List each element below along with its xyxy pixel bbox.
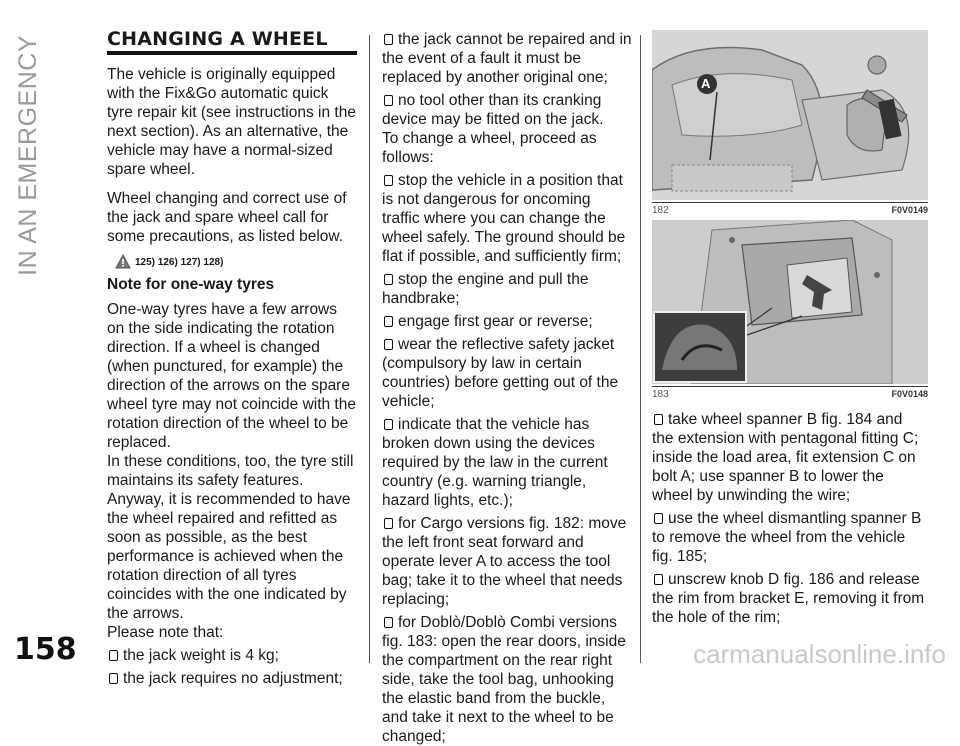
list-item: stop the vehicle in a position that is not dangerous for oncoming traffic where you can change the wheel safely. The ground should be flat if possible, and sufficiently firm; [382,172,626,265]
watermark: carmanualsonline.info [693,639,946,669]
checkbox-bullet-icon [384,34,393,45]
column-3-text [652,410,928,627]
figure-callout-a: A [701,76,711,91]
figure-number: 183 [652,389,669,400]
paragraph: Anyway, it is recommended to have the wheel repaired and refitted as soon as possible, as the best performance is achieved when the rotation direction of all tyres coincides with the one indicated by the arrows. [107,491,351,622]
figure-caption [652,202,928,216]
seat-illustration-svg [652,30,928,200]
list-item: no tool other than its cranking device may be fitted on the jack. [382,92,604,128]
list-item: unscrew knob D fig. 186 and release the rim from bracket E, removing it from the hole of the rim; [652,571,925,626]
paragraph: In these conditions, too, the tyre still maintains its safety features. [107,453,354,489]
checkbox-bullet-icon [384,95,393,106]
checkbox-bullet-icon [109,673,118,684]
checkbox-bullet-icon [384,518,393,529]
checkbox-bullet-icon [384,339,393,350]
checkbox-bullet-icon [654,414,663,425]
figure-183 [652,220,928,400]
list-item: the jack weight is 4 kg; [107,646,357,665]
paragraph: The vehicle is originally equipped with the Fix&Go automatic quick tyre repair kit (see instructions in the next section). As an alternative, the vehicle may have a normal-sized spare wheel. [107,66,356,178]
figure-number: 182 [652,205,669,216]
list-item: wear the reflective safety jacket (compulsory by law in certain countries) before getting out of the vehicle; [382,336,619,410]
compartment-illustration-svg [652,220,928,384]
tool-bag-illustration [652,220,928,384]
column-divider [640,35,641,663]
checkbox-bullet-icon [384,274,393,285]
warning-refs: 125) 126) 127) 128) [135,257,224,268]
checkbox-bullet-icon [384,175,393,186]
paragraph: To change a wheel, proceed as follows: [382,130,597,166]
figure-code: F0V0149 [891,205,928,215]
checkbox-bullet-icon [654,574,663,585]
list-item: for Doblò/Doblò Combi versions fig. 183: open the rear doors, inside the compartment on the rear right side, take the tool bag, unhooking the elastic band from the buckle, and take it next to the wheel to be changed; [382,614,626,745]
list-item: take wheel spanner B fig. 184 and the extension with pentagonal fitting C; inside the load area, fit extension C on bolt A; use spanner B to lower the wheel by unwinding the wire; [652,411,919,504]
warning-reference [115,254,357,269]
section-title: CHANGING A WHEEL [107,30,357,55]
column-divider [369,35,370,663]
column-1 [107,30,357,688]
subheading: Note for one-way tyres [107,276,275,293]
checkbox-bullet-icon [384,316,393,327]
seat-lever-illustration [652,30,928,200]
checkbox-bullet-icon [654,513,663,524]
list-item: stop the engine and pull the handbrake; [382,271,589,307]
list-item: the jack requires no adjustment; [107,669,357,688]
warning-triangle-icon [115,254,131,269]
list-item: indicate that the vehicle has broken down using the devices required by the law in the current country (e.g. warning triangle, hazard lights, etc.); [382,416,608,509]
paragraph: Wheel changing and correct use of the jack and spare wheel call for some precautions, as listed below. [107,190,347,245]
list-item: for Cargo versions fig. 182: move the left front seat forward and operate lever A to access the tool bag; take it to the wheel that needs replacing; [382,515,627,608]
checkbox-bullet-icon [384,419,393,430]
section-side-label: IN AN EMERGENCY [14,35,42,276]
list-item: use the wheel dismantling spanner B to remove the wheel from the vehicle fig. 185; [652,510,922,565]
figure-code: F0V0148 [891,389,928,399]
paragraph: Please note that: [107,624,224,641]
page-number: 158 [14,632,77,667]
figure-182 [652,30,928,216]
figure-caption [652,386,928,400]
checkbox-bullet-icon [384,617,393,628]
column-2 [382,30,632,746]
checkbox-bullet-icon [109,650,118,661]
list-item: engage first gear or reverse; [382,312,632,331]
list-item: the jack cannot be repaired and in the event of a fault it must be replaced by another original one; [382,31,632,86]
paragraph: One-way tyres have a few arrows on the side indicating the rotation direction. If a wheel is changed (when punctured, for example) the direction of the arrows on the spare wheel tyre may not coincide with the rotation direction of the wheel to be replaced. [107,301,356,451]
